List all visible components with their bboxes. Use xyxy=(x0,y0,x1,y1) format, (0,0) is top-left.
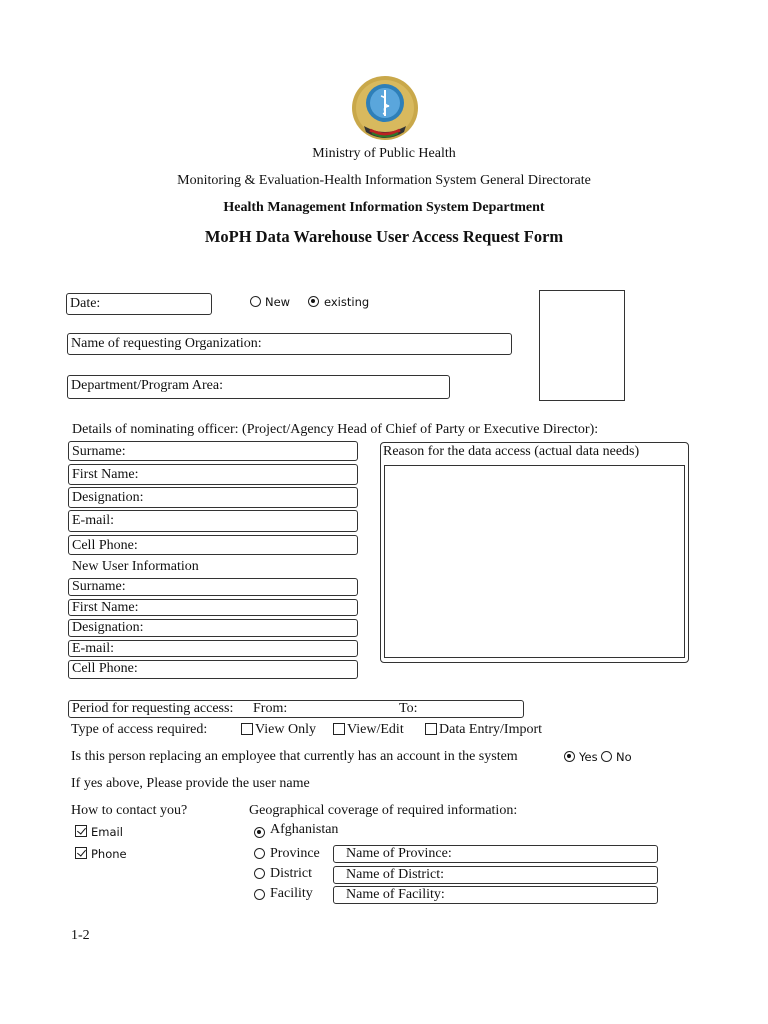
new-radio[interactable] xyxy=(250,296,261,307)
date-label: Date: xyxy=(70,296,101,311)
period-from-label: From: xyxy=(253,701,288,716)
data-entry-label: Data Entry/Import xyxy=(439,722,543,737)
view-edit-label: View/Edit xyxy=(347,722,404,737)
facility-field[interactable] xyxy=(333,886,658,904)
user-email-field[interactable] xyxy=(68,640,358,657)
officer-cell-field[interactable] xyxy=(68,535,358,555)
ministry-name: Ministry of Public Health xyxy=(312,146,456,161)
afghanistan-radio[interactable] xyxy=(254,827,265,838)
district-radio[interactable] xyxy=(254,868,265,879)
user-first-name-field[interactable] xyxy=(68,599,358,616)
username-label: If yes above, Please provide the user name xyxy=(71,776,310,791)
facility-label: Facility xyxy=(270,886,313,901)
province-label: Province xyxy=(270,846,320,861)
period-label: Period for requesting access: xyxy=(72,701,234,716)
period-field[interactable] xyxy=(68,700,524,718)
officer-designation-field[interactable] xyxy=(68,487,358,508)
officer-surname-label: Surname: xyxy=(72,444,126,459)
contact-phone-label: Phone xyxy=(91,847,127,861)
page-number: 1-2 xyxy=(71,928,90,943)
officer-surname-field[interactable] xyxy=(68,441,358,461)
province-field-label: Name of Province: xyxy=(346,846,452,861)
user-cell-field[interactable] xyxy=(68,660,358,679)
replacing-yes-radio[interactable] xyxy=(564,751,575,762)
existing-radio[interactable] xyxy=(308,296,319,307)
officer-heading: Details of nominating officer: (Project/Agency Head of Chief of Party or Executive Director): xyxy=(72,422,599,437)
existing-label: existing xyxy=(324,295,370,309)
officer-email-field[interactable] xyxy=(68,510,358,532)
replacing-yes-label: Yes xyxy=(579,750,598,764)
period-to-label: To: xyxy=(399,701,418,716)
view-edit-checkbox[interactable] xyxy=(333,723,345,735)
new-user-heading: New User Information xyxy=(72,559,199,574)
province-field[interactable] xyxy=(333,845,658,863)
officer-first-name-label: First Name: xyxy=(72,467,139,482)
contact-email-checkbox[interactable] xyxy=(75,825,87,837)
organization-field[interactable] xyxy=(67,333,512,355)
department-name: Health Management Information System Department xyxy=(223,200,545,215)
geo-label: Geographical coverage of required information: xyxy=(249,803,518,818)
new-label: New xyxy=(265,295,291,309)
department-label: Department/Program Area: xyxy=(71,378,224,393)
access-label: Type of access required: xyxy=(71,722,208,737)
replacing-no-label: No xyxy=(616,750,632,764)
replacing-no-radio[interactable] xyxy=(601,751,612,762)
reason-textarea[interactable] xyxy=(384,465,685,658)
afghanistan-label: Afghanistan xyxy=(270,822,339,837)
user-surname-label: Surname: xyxy=(72,579,126,594)
facility-radio[interactable] xyxy=(254,889,265,900)
officer-designation-label: Designation: xyxy=(72,490,144,505)
view-only-checkbox[interactable] xyxy=(241,723,253,735)
replacing-question: Is this person replacing an employee that currently has an account in the system xyxy=(71,749,518,764)
date-field[interactable] xyxy=(66,293,212,315)
photo-box[interactable] xyxy=(539,290,625,401)
user-designation-field[interactable] xyxy=(68,619,358,637)
district-label: District xyxy=(270,866,312,881)
user-surname-field[interactable] xyxy=(68,578,358,596)
district-field-label: Name of District: xyxy=(346,867,444,882)
district-field[interactable] xyxy=(333,866,658,884)
user-email-label: E-mail: xyxy=(72,641,114,656)
directorate-name: Monitoring & Evaluation-Health Information System General Directorate xyxy=(177,173,591,188)
department-field[interactable] xyxy=(67,375,450,399)
user-first-name-label: First Name: xyxy=(72,600,139,615)
view-only-label: View Only xyxy=(255,722,316,737)
facility-field-label: Name of Facility: xyxy=(346,887,445,902)
contact-phone-checkbox[interactable] xyxy=(75,847,87,859)
officer-cell-label: Cell Phone: xyxy=(72,538,138,553)
contact-label: How to contact you? xyxy=(71,803,188,818)
reason-label: Reason for the data access (actual data needs) xyxy=(383,444,640,459)
organization-label: Name of requesting Organization: xyxy=(71,336,262,351)
contact-email-label: Email xyxy=(91,825,123,839)
user-designation-label: Designation: xyxy=(72,620,144,635)
emblem-image xyxy=(350,74,420,144)
officer-email-label: E-mail: xyxy=(72,513,114,528)
data-entry-checkbox[interactable] xyxy=(425,723,437,735)
user-cell-label: Cell Phone: xyxy=(72,661,138,676)
officer-first-name-field[interactable] xyxy=(68,464,358,485)
reason-panel xyxy=(380,442,689,663)
form-title: MoPH Data Warehouse User Access Request Form xyxy=(204,227,564,246)
province-radio[interactable] xyxy=(254,848,265,859)
